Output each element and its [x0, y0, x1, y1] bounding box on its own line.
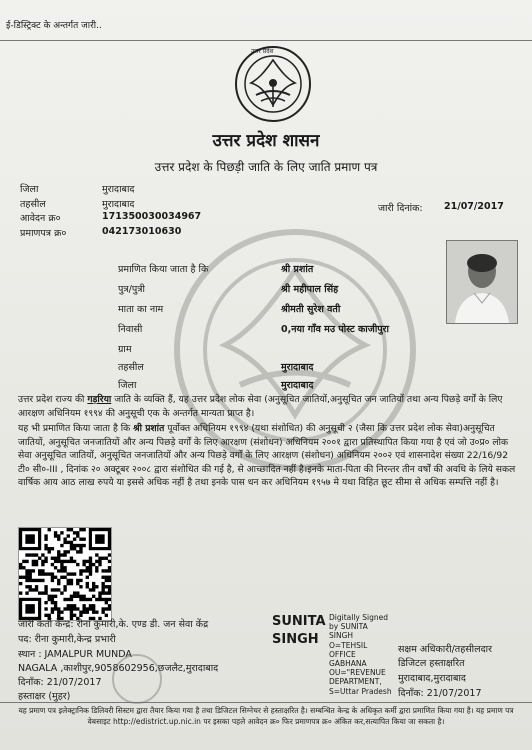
header-note: ई-डिस्ट्रिक्ट के अन्तर्गत जारी..: [6, 21, 102, 31]
certification-paragraph-start: यह भी प्रमाणित किया जाता है कि: [18, 423, 134, 434]
authority-title: सक्षम अधिकारी/तहसीलदार: [398, 644, 492, 655]
authority-location: मुरादाबाद,मुरादाबाद: [398, 673, 466, 684]
signature-detail-line: OFFICE: [329, 649, 356, 659]
detail-value-resident: 0,नया गाँव मउ पोस्ट काजीपुरा: [281, 324, 390, 335]
issuer-date: दिनाँक: 21/07/2017: [18, 677, 102, 688]
issuer-center: जारी कर्ता केन्द्र: रीना कुमारी,के. एण्ड डी. जन सेवा केंद्र: [18, 619, 209, 630]
signature-detail-line: Digitally Signed: [329, 613, 388, 622]
issuer-designation: पद: रीना कुमारी,केन्द्र प्रभारी: [18, 634, 116, 645]
caste-name: गड़रिया: [87, 394, 112, 405]
certification-paragraph: [18, 422, 518, 490]
detail-label-child-of: पुत्र/पुत्री: [118, 284, 145, 295]
caste-paragraph: [18, 393, 518, 420]
header-divider: [0, 40, 532, 41]
certificate-subtitle: उत्तर प्रदेश के पिछड़ी जाति के लिए जाति प्रमाण पत्र: [154, 160, 378, 174]
detail-label-resident: निवासी: [118, 324, 143, 335]
issuer-address: NAGALA ,काशीपुर,9058602956,छजलैट,मुरादाबाद: [18, 663, 219, 674]
applicant-photo: [446, 240, 518, 324]
detail-label-mother: माता का नाम: [118, 304, 164, 315]
signature-detail-line: OU="REVENUE: [329, 668, 386, 678]
issue-date-value: 21/07/2017: [444, 201, 504, 212]
detail-value-mother: श्रीमती सुरेश वती: [281, 304, 341, 315]
district-label: जिला: [20, 184, 39, 195]
seal-stamp: [112, 654, 162, 704]
up-emblem-logo: [234, 45, 312, 123]
issuer-location: स्थान : JAMALPUR MUNDA: [18, 649, 132, 660]
certification-paragraph-end: पूर्वोक्त अधिनियम १९९४ (यथा संशोधित) की अनुसूची २ (जैसा कि उत्तर प्रदेश लोक सेवा)अनुसूचित जातियों, अनुसूचित जनजातियों और अन्य पिछड़े वर्गों के लिए आरक्षण (संशोधन) अधिनियम २००१ द्वारा प्रतिस्थापित किया गया है एवं जो उ०प्र० लोक सेवा अनुसूचित जातियों, अनुसूचित जनजातियों और अन्य पिछड़े वर्गों के लिए आरक्षण (संशोधन) अधिनियम २००२ एवं शासनादेश संख्या 22/16/92 टी० सी०-III , दिनांक २० अक्टूबर २००८ द्वारा संशोधित की गई है, से आच्छादित नहीं है।इनके माता-पिता की निरन्तर तीन वर्षों की अवधि के लिये सकल वार्षिक आय आठ लाख रुपये या इससे अधिक नहीं है तथा इनके पास धन कर अधिनियम १९५७ मे यथा विहित छूट सीमा से अधिक सम्पत्ति नहीं है।: [18, 423, 516, 489]
tehsil-label: तहसील: [20, 199, 46, 210]
application-number-label: आवेदन क्र०: [20, 213, 61, 224]
signature-detail-line: by SUNITA: [329, 622, 368, 632]
caste-paragraph-end: जाति के व्यक्ति हैं, यह उत्तर प्रदेश लोक सेवा (अनुसूचित जातियों,अनुसूचित जन जातियों तथा अन्य पिछड़े वर्गों के लिए आरक्षण अधिनियम १९९४ की अनुसूची एक के अन्तर्गत मान्यता प्राप्त है।: [18, 394, 503, 419]
detail-label-district: जिला: [118, 380, 137, 391]
digital-signature-details: [329, 613, 392, 696]
signature-detail-line: O=TEHSIL: [329, 640, 368, 650]
certification-name: श्री प्रशांत: [133, 423, 165, 434]
signer-name-line1: SUNITA: [272, 614, 326, 629]
application-number-value: 171350030034967: [102, 211, 202, 222]
detail-value-district: मुरादाबाद: [281, 380, 314, 391]
caste-paragraph-start: उत्तर प्रदेश राज्य की: [18, 394, 88, 405]
detail-label-village: ग्राम: [118, 344, 132, 355]
detail-value-tehsil: मुरादाबाद: [281, 362, 314, 373]
footer-divider: [0, 702, 532, 703]
signature-detail-line: GABHANA: [329, 659, 367, 669]
tehsil-value: मुरादाबाद: [102, 199, 135, 210]
signature-detail-line: SINGH: [329, 631, 354, 641]
detail-label-certified: प्रमाणित किया जाता है कि: [118, 264, 209, 275]
detail-label-tehsil: तहसील: [118, 362, 144, 373]
signature-detail-line: DEPARTMENT,: [329, 677, 382, 687]
issuer-signature-seal: हस्ताक्षर (मुहर): [18, 691, 71, 702]
district-value: मुरादाबाद: [102, 184, 135, 195]
certificate-number-label: प्रमाणपत्र क्र०: [20, 228, 67, 239]
verification-qr-code: [18, 527, 112, 621]
signer-name-line2: SINGH: [272, 632, 319, 647]
signature-detail-line: S=Uttar Pradesh: [329, 686, 392, 696]
authority-date: दिनाँक: 21/07/2017: [398, 688, 482, 699]
authority-digital-signed: डिजिटल हस्ताक्षरित: [398, 658, 465, 669]
page-title: उत्तर प्रदेश शासन: [212, 131, 320, 151]
certificate-number-value: 042173010630: [102, 226, 182, 237]
emblem-text: उत्तर प्रदेश: [251, 48, 274, 55]
footer-note: यह प्रमाण पत्र इलेक्ट्रानिक डिलिवरी सिस्टम द्वारा तैयार किया गया है तथा डिजिटल सिग्नेचर से हस्ताक्षरित है। सम्बन्धित केन्द्र के अधिकृत कर्मी द्वारा प्रमाणित किया गया है। यह प्रमाण पत्र वेबसाइट http://edistrict.up.nic.in पर इसका पहले आवेदन क्र० फिर प्रमाणपत्र क्र० अंकित कर,सत्यापित किया जा सकता है।: [18, 706, 514, 726]
detail-value-name: श्री प्रशांत: [281, 264, 314, 275]
issue-date-label: जारी दिनांक:: [378, 203, 423, 214]
detail-value-father: श्री महीपाल सिंह: [281, 284, 339, 295]
